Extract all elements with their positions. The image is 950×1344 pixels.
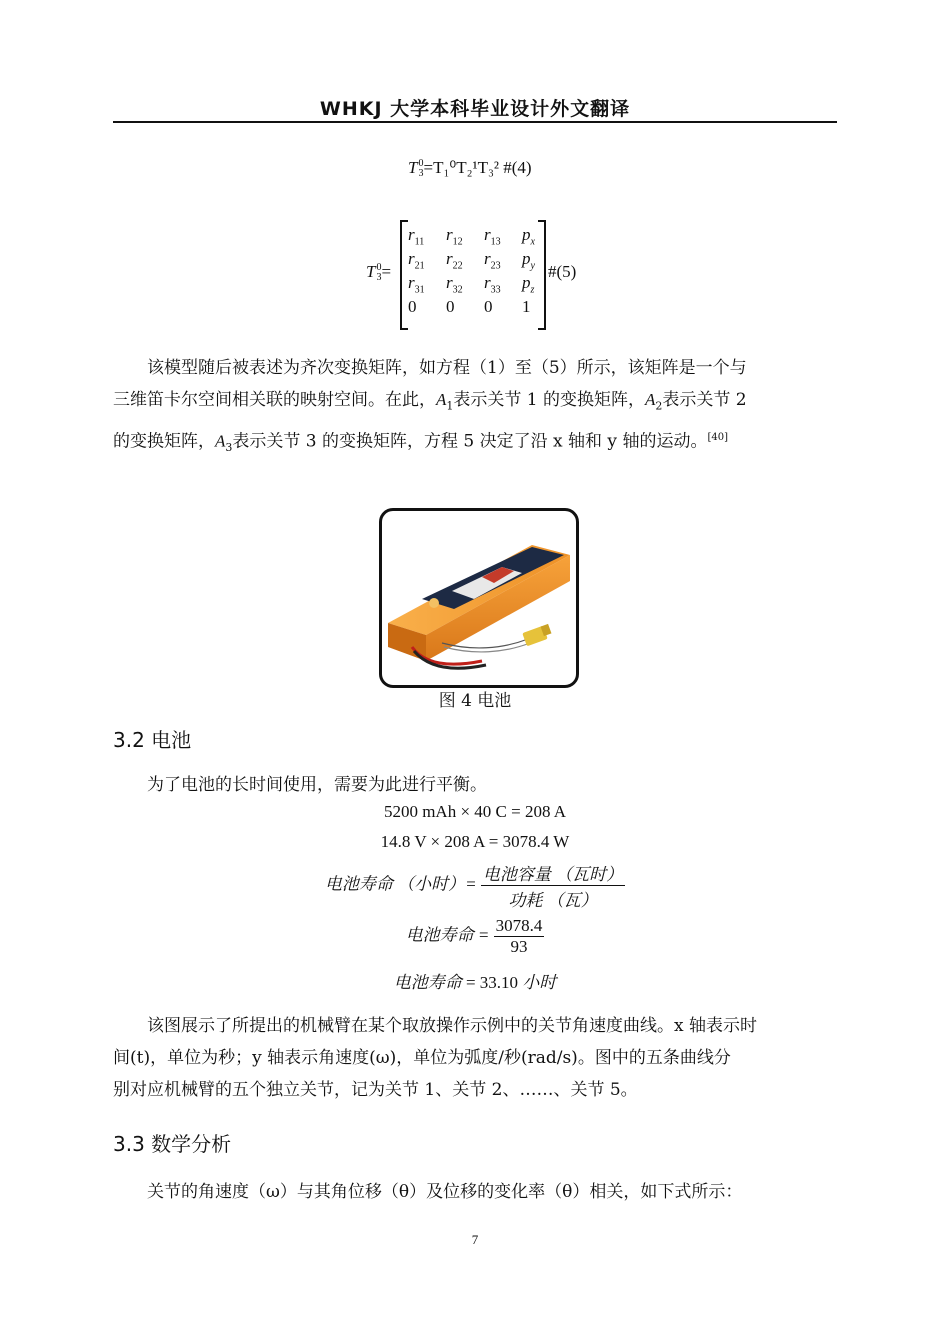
paragraph-battery-balance: 为了电池的长时间使用，需要为此进行平衡。	[147, 775, 487, 795]
calc-battery-life-result: 电池寿命 = 33.10 小时	[393, 973, 557, 992]
equation-4-rhs: T₁⁰T₂¹T₃²	[433, 158, 500, 177]
matrix-cell: $r_{31}$	[408, 273, 425, 296]
section-heading-3-3: 3.3 数学分析	[113, 1132, 232, 1156]
equation-5-tag: #(5)	[548, 262, 577, 281]
matrix-cell: $r_{32}$	[446, 273, 463, 296]
paragraph-joint-velocity: 该图展示了所提出的机械臂在某个取放操作示例中的关节角速度曲线。x 轴表示时 间(t)，单位为秒；y 轴表示角速度(ω)，单位为弧度/秒(rad/s)。图中的五条曲线分 别对应机械臂的五个独立关节，记为关节 1、关节 2、……、关节 5。	[113, 1016, 757, 1100]
figure-caption: 图 4 电池	[438, 691, 512, 711]
matrix-cell: 0	[408, 297, 417, 316]
matrix-grid	[408, 224, 552, 317]
battery-image	[379, 508, 579, 688]
matrix-cell: $r_{23}$	[484, 249, 501, 272]
calc-battery-life-fraction: 电池寿命 = $\frac{3078.4}{93}$	[405, 916, 543, 956]
equation-5	[366, 220, 606, 328]
section-heading-3-2: 3.2 电池	[113, 728, 192, 752]
page-number: 7	[471, 1232, 479, 1247]
matrix-cell: $r_{21}$	[408, 249, 425, 272]
matrix-cell: $r_{33}$	[484, 273, 501, 296]
calc-battery-life-formula: 电池寿命 （小时）= $\frac{\text{电池容量 （瓦时）}}{\text{功耗 （瓦）}}$	[113, 860, 837, 911]
matrix-right-bracket	[538, 220, 546, 330]
matrix-cell: $r_{11}$	[408, 225, 425, 248]
matrix-cell: $r_{13}$	[484, 225, 501, 248]
matrix-cell: $p_y$	[522, 249, 535, 272]
matrix-cell: $r_{22}$	[446, 249, 463, 272]
matrix-cell: $p_z$	[522, 273, 535, 296]
citation: [40]	[707, 432, 728, 444]
paragraph-angular-velocity: 关节的角速度（ω）与其角位移（θ）及位移的变化率（θ）相关，如下式所示：	[147, 1182, 743, 1202]
equation-5-lhs: T 0 3 =	[366, 262, 392, 284]
matrix-cell: $p_x$	[522, 225, 535, 248]
matrix-cell: 1	[522, 297, 531, 316]
header-rule	[113, 121, 837, 123]
matrix-cell: 0	[484, 297, 493, 316]
page-header: WHKJ 大学本科毕业设计外文翻译	[319, 98, 631, 120]
calc-current: 5200 mAh × 40 C = 208 A	[383, 802, 567, 821]
equation-4: T 0 3 =T₁⁰T₂¹T₃² #(4)	[408, 158, 532, 180]
matrix-cell: $r_{12}$	[446, 225, 463, 248]
calc-power: 14.8 V × 208 A = 3078.4 W	[380, 832, 570, 851]
matrix-cell: 0	[446, 297, 455, 316]
matrix-left-bracket	[400, 220, 408, 330]
paragraph-transform: 该模型随后被表述为齐次变换矩阵，如方程（1）至（5）所示，该矩阵是一个与 三维笛卡尔空间相关联的映射空间。在此，$A_1$表示关节 1 的变换矩阵，$A_2$表示关节 2 的变换矩阵，$A_3$表示关节 3 的变换矩阵，方程 5 决定了沿 x 轴和 y 轴的运动。[40]	[113, 358, 747, 455]
